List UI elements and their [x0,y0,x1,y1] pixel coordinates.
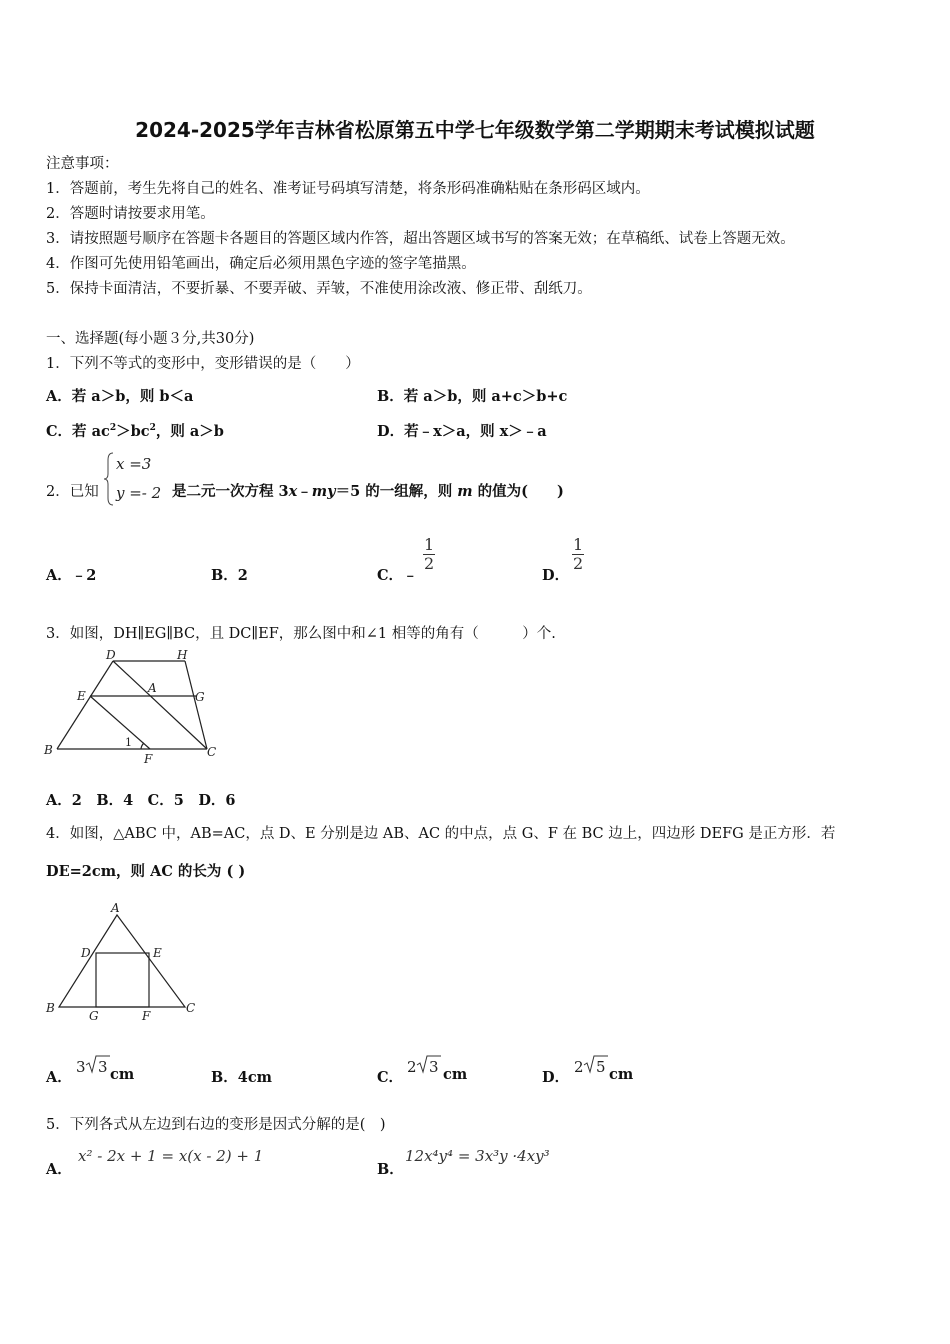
segment-HC [185,661,207,749]
segment-DB [57,661,113,749]
label-A: A [148,681,157,695]
label-F: F [142,1009,151,1023]
q5-a-expression: x² - 2x + 1 = x(x - 2) + 1 [78,1147,264,1165]
angle-1-arc [141,743,144,749]
q1-option-d: D．若﹣x＞a，则 x＞﹣a [377,423,547,440]
q5-b-expression: 12x⁴y⁴ = 3x³y ·4xy³ [405,1147,550,1165]
q4-d-radical [572,1052,610,1076]
square-DEFG [96,953,149,1007]
question-2-prefix: 2．已知 [46,484,99,500]
label-G: G [195,690,205,704]
brace [104,453,113,505]
label-H: H [177,648,188,662]
q4-c-radical [405,1052,443,1076]
q4-a-unit: cm [110,1066,135,1083]
question-4-stem-line1: 4．如图，△ABC 中，AB=AC，点 D、E 分别是边 AB、AC 的中点，点 G、F 在 BC 边上，四边形 DEFG 是正方形．若 [46,826,836,842]
label-D: D [81,946,91,960]
system-eq-1: x =3 [116,455,152,473]
notice-item: 3．请按照题号顺序在答题卡各题目的答题区域内作答，超出答题区域书写的答案无效；在草稿纸、试卷上答题无效。 [46,231,795,247]
q4-figure [40,895,210,1025]
q4-option-d: D． [542,1069,570,1086]
label-G: G [89,1009,99,1023]
section-heading: 一、选择题(每小题３分,共30分) [46,331,255,347]
question-5-stem: 5．下列各式从左边到右边的变形是因式分解的是( ) [46,1117,386,1133]
label-D: D [106,648,116,662]
system-eq-2: y =- 2 [116,484,162,502]
segment-EF [90,696,150,749]
q2-option-a: A．﹣2 [46,567,97,584]
q4-c-unit: cm [443,1066,468,1083]
label-E: E [77,689,86,703]
question-1-stem: 1．下列不等式的变形中，变形错误的是（ ） [46,356,360,372]
notice-item: 5．保持卡面清洁，不要折暴、不要弄破、弄皱，不准使用涂改液、修正带、刮纸刀。 [46,281,592,297]
page-title: 2024-2025学年吉林省松原第五中学七年级数学第二学期期末考试模拟试题 [135,118,815,142]
question-4-stem-line2: DE=2cm，则 AC 的长为 ( ) [46,863,246,880]
notice-item: 4．作图可先使用铅笔画出，确定后必须用黑色字迹的签字笔描黑。 [46,256,476,272]
q2-c-fraction: $\frac{1}{2}$ [424,535,435,573]
q4-option-b: B．4cm [211,1069,273,1086]
q1-option-a: A．若 a＞b，则 b＜a [46,388,194,405]
q3-options: A．2 B．4 C．5 D．6 [46,792,236,809]
equation-system [104,450,174,508]
q3-figure [40,645,230,770]
label-B: B [46,1001,55,1015]
q4-option-a: A． [46,1069,72,1086]
label-angle-1: 1 [125,736,132,749]
radicand: 5 [596,1058,606,1076]
label-A: A [111,901,120,915]
coef: 3 [76,1058,86,1076]
q2-option-d: D． [542,567,570,584]
label-E: E [153,946,162,960]
triangle-ABC [59,915,185,1007]
coef: 2 [574,1058,584,1076]
coef: 2 [407,1058,417,1076]
notice-heading: 注意事项： [46,156,119,172]
radicand: 3 [429,1058,439,1076]
q4-d-unit: cm [609,1066,634,1083]
radicand: 3 [98,1058,108,1076]
label-C: C [186,1001,196,1015]
notice-item: 2．答题时请按要求用笔。 [46,206,215,222]
label-F: F [144,752,153,766]
notice-item: 1．答题前，考生先将自己的姓名、准考证号码填写清楚，将条形码准确粘贴在条形码区域内。 [46,181,650,197]
q4-a-radical [74,1052,112,1076]
q4-option-c: C． [377,1069,404,1086]
question-2-stem: 是二元一次方程 3x﹣my＝5 的一组解，则 m 的值为( ) [172,483,564,500]
q2-d-fraction: $\frac{1}{2}$ [573,535,584,573]
question-3-stem: 3．如图，DH∥EG∥BC，且 DC∥EF，那么图中和∠1 相等的角有（ ）个. [46,626,556,642]
q2-option-c: C．﹣ [377,567,418,584]
label-B: B [44,743,53,757]
label-C: C [207,745,217,759]
q5-option-a: A． [46,1161,72,1178]
q1-option-b: B．若 a＞b，则 a+c＞b+c [377,388,568,405]
q2-option-b: B．2 [211,567,248,584]
q5-option-b: B． [377,1161,404,1178]
q1-option-c: C．若 $ac^2>bc^2$，则 a＞b [46,423,224,440]
